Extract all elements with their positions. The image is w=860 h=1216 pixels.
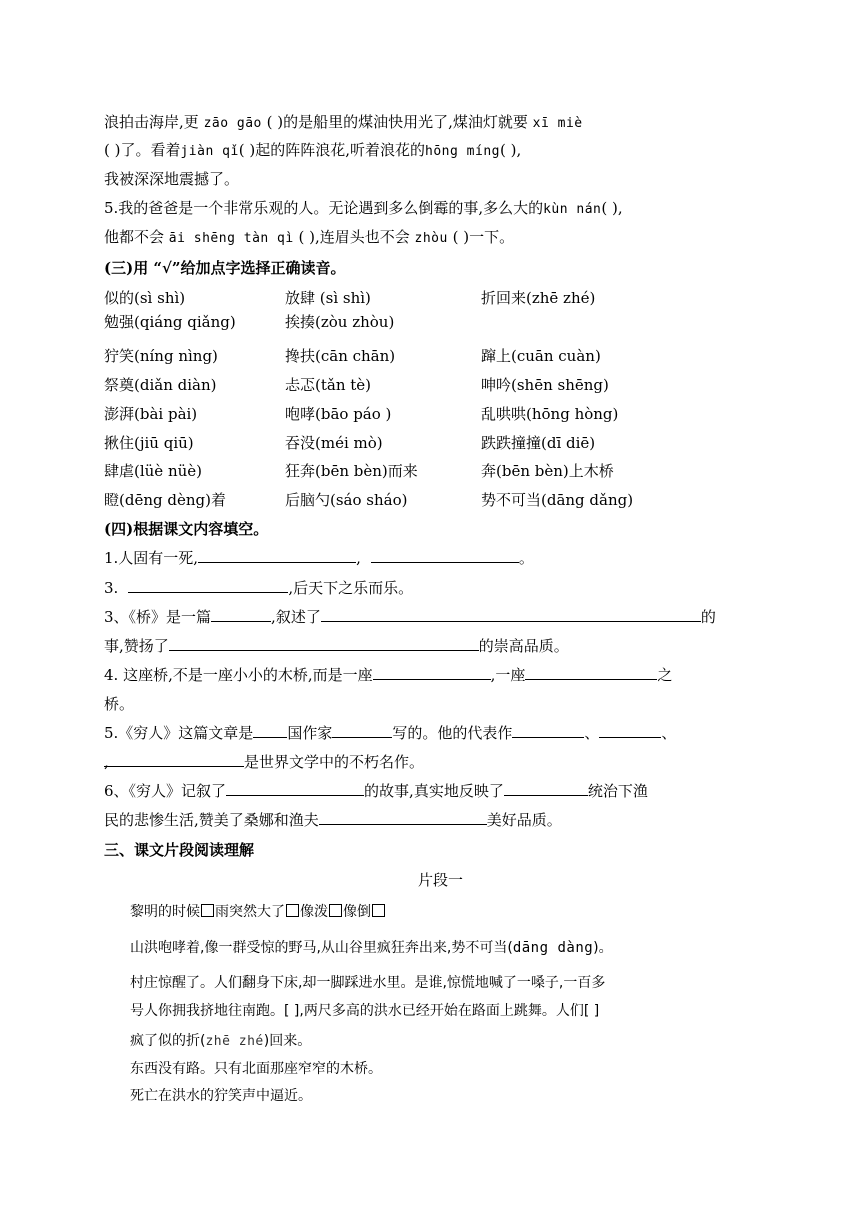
- pronunciation-item: 肆虐(lüè nüè): [104, 462, 203, 480]
- fill-blank-line: 6、《穷人》记叙了 的故事,真实地反映了 统治下渔: [104, 782, 648, 800]
- passage-line: 号人你拥我挤地往南跑。[ ],两尺多高的洪水已经开始在路面上跳舞。人们[ ]: [130, 1003, 600, 1019]
- answer-blank[interactable]: [211, 607, 271, 622]
- pinyin: āi shēng tàn qì: [168, 231, 294, 246]
- text-line: 浪拍击海岸,更 zāo gāo ( )的是船里的煤油快用光了,煤油灯就要 xī miè: [104, 113, 583, 131]
- pronunciation-item: 狞笑(níng nìng): [104, 347, 218, 365]
- section-title: (四)根据课文内容填空。: [104, 520, 269, 538]
- answer-blank[interactable]: [504, 781, 588, 796]
- pronunciation-item: 奔(bēn bèn)上木桥: [481, 462, 614, 480]
- answer-blank[interactable]: [321, 607, 701, 622]
- fill-blank-line: 桥。: [104, 695, 135, 713]
- pronunciation-item: 似的(sì shì): [104, 289, 186, 307]
- pinyin: zhē zhé: [205, 1034, 264, 1049]
- pronunciation-item: 祭奠(diǎn diàn): [104, 376, 217, 394]
- pronunciation-item: 搀扶(cān chān): [285, 347, 396, 365]
- pronunciation-item: 跌跌撞撞(dī diē): [481, 434, 596, 452]
- answer-blank[interactable]: [128, 578, 288, 593]
- section-title: (三)用 “√”给加点字选择正确读音。: [104, 259, 346, 277]
- pronunciation-item: 咆哮(bāo páo ): [285, 405, 392, 423]
- punctuation-box[interactable]: [286, 904, 299, 917]
- text-line: 5.我的爸爸是一个非常乐观的人。无论遇到多么倒霉的事,多么大的kùn nán( ),: [104, 199, 623, 217]
- passage-line: 黎明的时候 雨突然大了 像泼 像倒: [130, 902, 386, 922]
- passage-line: 死亡在洪水的狞笑声中逼近。: [130, 1088, 312, 1104]
- pinyin: jiàn qǐ: [180, 144, 239, 159]
- fill-blank-line: 3. ,后天下之乐而乐。: [104, 579, 414, 597]
- pronunciation-item: 放肆 (sì shì): [285, 289, 371, 307]
- answer-blank[interactable]: [373, 665, 491, 680]
- fill-blank-line: , 是世界文学中的不朽名作。: [104, 753, 425, 771]
- answer-blank[interactable]: [169, 636, 479, 651]
- text-line: ( )了。看着jiàn qǐ( )起的阵阵浪花,听着浪花的hōng míng( ),: [104, 141, 522, 159]
- passage-subtitle: 片段一: [418, 871, 464, 889]
- answer-blank[interactable]: [198, 548, 356, 563]
- answer-blank[interactable]: [253, 723, 287, 738]
- pronunciation-item: 折回来(zhē zhé): [481, 289, 596, 307]
- text-line: 他都不会 āi shēng tàn qì ( ),连眉头也不会 zhòu ( )一下。: [104, 228, 515, 246]
- answer-blank[interactable]: [332, 723, 392, 738]
- pinyin: dāng dàng: [512, 940, 594, 956]
- pronunciation-item: 势不可当(dāng dǎng): [481, 491, 634, 509]
- answer-blank[interactable]: [319, 810, 487, 825]
- pinyin: zhòu: [414, 231, 448, 246]
- fill-blank-line: 民的悲惨生活,赞美了桑娜和渔夫 美好品质。: [104, 811, 562, 829]
- pronunciation-item: 挨揍(zòu zhòu): [285, 313, 395, 331]
- punctuation-box[interactable]: [372, 904, 385, 917]
- answer-blank[interactable]: [599, 723, 661, 738]
- pinyin: hōng míng: [425, 144, 500, 159]
- pronunciation-item: 乱哄哄(hōng hòng): [481, 405, 619, 423]
- pinyin: kùn nán: [543, 202, 602, 217]
- punctuation-box[interactable]: [201, 904, 214, 917]
- fill-blank-line: 3、《桥》是一篇 ,叙述了 的: [104, 608, 716, 626]
- answer-blank[interactable]: [512, 723, 584, 738]
- section-title: 三、课文片段阅读理解: [104, 841, 255, 859]
- answer-blank[interactable]: [525, 665, 657, 680]
- fill-blank-line: 事,赞扬了 的崇高品质。: [104, 637, 569, 655]
- pronunciation-item: 忐忑(tǎn tè): [285, 376, 372, 394]
- answer-blank[interactable]: ,: [104, 752, 244, 767]
- fill-blank-line: 5.《穷人》这篇文章是 国作家 写的。他的代表作 、 、: [104, 724, 677, 742]
- punctuation-box[interactable]: [329, 904, 342, 917]
- passage-line: 村庄惊醒了。人们翻身下床,却一脚踩进水里。是谁,惊慌地喊了一嗓子,一百多: [130, 975, 606, 991]
- text-line: 我被深深地震撼了。: [104, 170, 240, 188]
- pinyin: xī miè: [532, 116, 583, 131]
- pronunciation-item: 勉强(qiáng qiǎng): [104, 313, 236, 331]
- answer-blank[interactable]: [371, 548, 519, 563]
- pronunciation-item: 揪住(jiū qiū): [104, 434, 194, 452]
- passage-line: 疯了似的折(zhē zhé)回来。: [130, 1033, 312, 1049]
- passage-line: 东西没有路。只有北面那座窄窄的木桥。: [130, 1061, 382, 1077]
- fill-blank-line: 4. 这座桥,不是一座小小的木桥,而是一座 ,一座 之: [104, 666, 673, 684]
- pronunciation-item: 吞没(méi mò): [285, 434, 383, 452]
- pronunciation-item: 瞪(dēng dèng)着: [104, 491, 226, 509]
- pronunciation-item: 狂奔(bēn bèn)而来: [285, 462, 418, 480]
- fill-blank-line: 1.人固有一死, , 。: [104, 549, 534, 567]
- passage-line: 山洪咆哮着,像一群受惊的野马,从山谷里疯狂奔出来,势不可当(dāng dàng)。: [130, 940, 613, 956]
- answer-blank[interactable]: [226, 781, 364, 796]
- pronunciation-item: 呻吟(shēn shēng): [481, 376, 609, 394]
- pinyin: zāo gāo: [203, 116, 262, 131]
- pronunciation-item: 澎湃(bài pài): [104, 405, 198, 423]
- pronunciation-item: 后脑勺(sáo sháo): [285, 491, 408, 509]
- pronunciation-item: 蹿上(cuān cuàn): [481, 347, 601, 365]
